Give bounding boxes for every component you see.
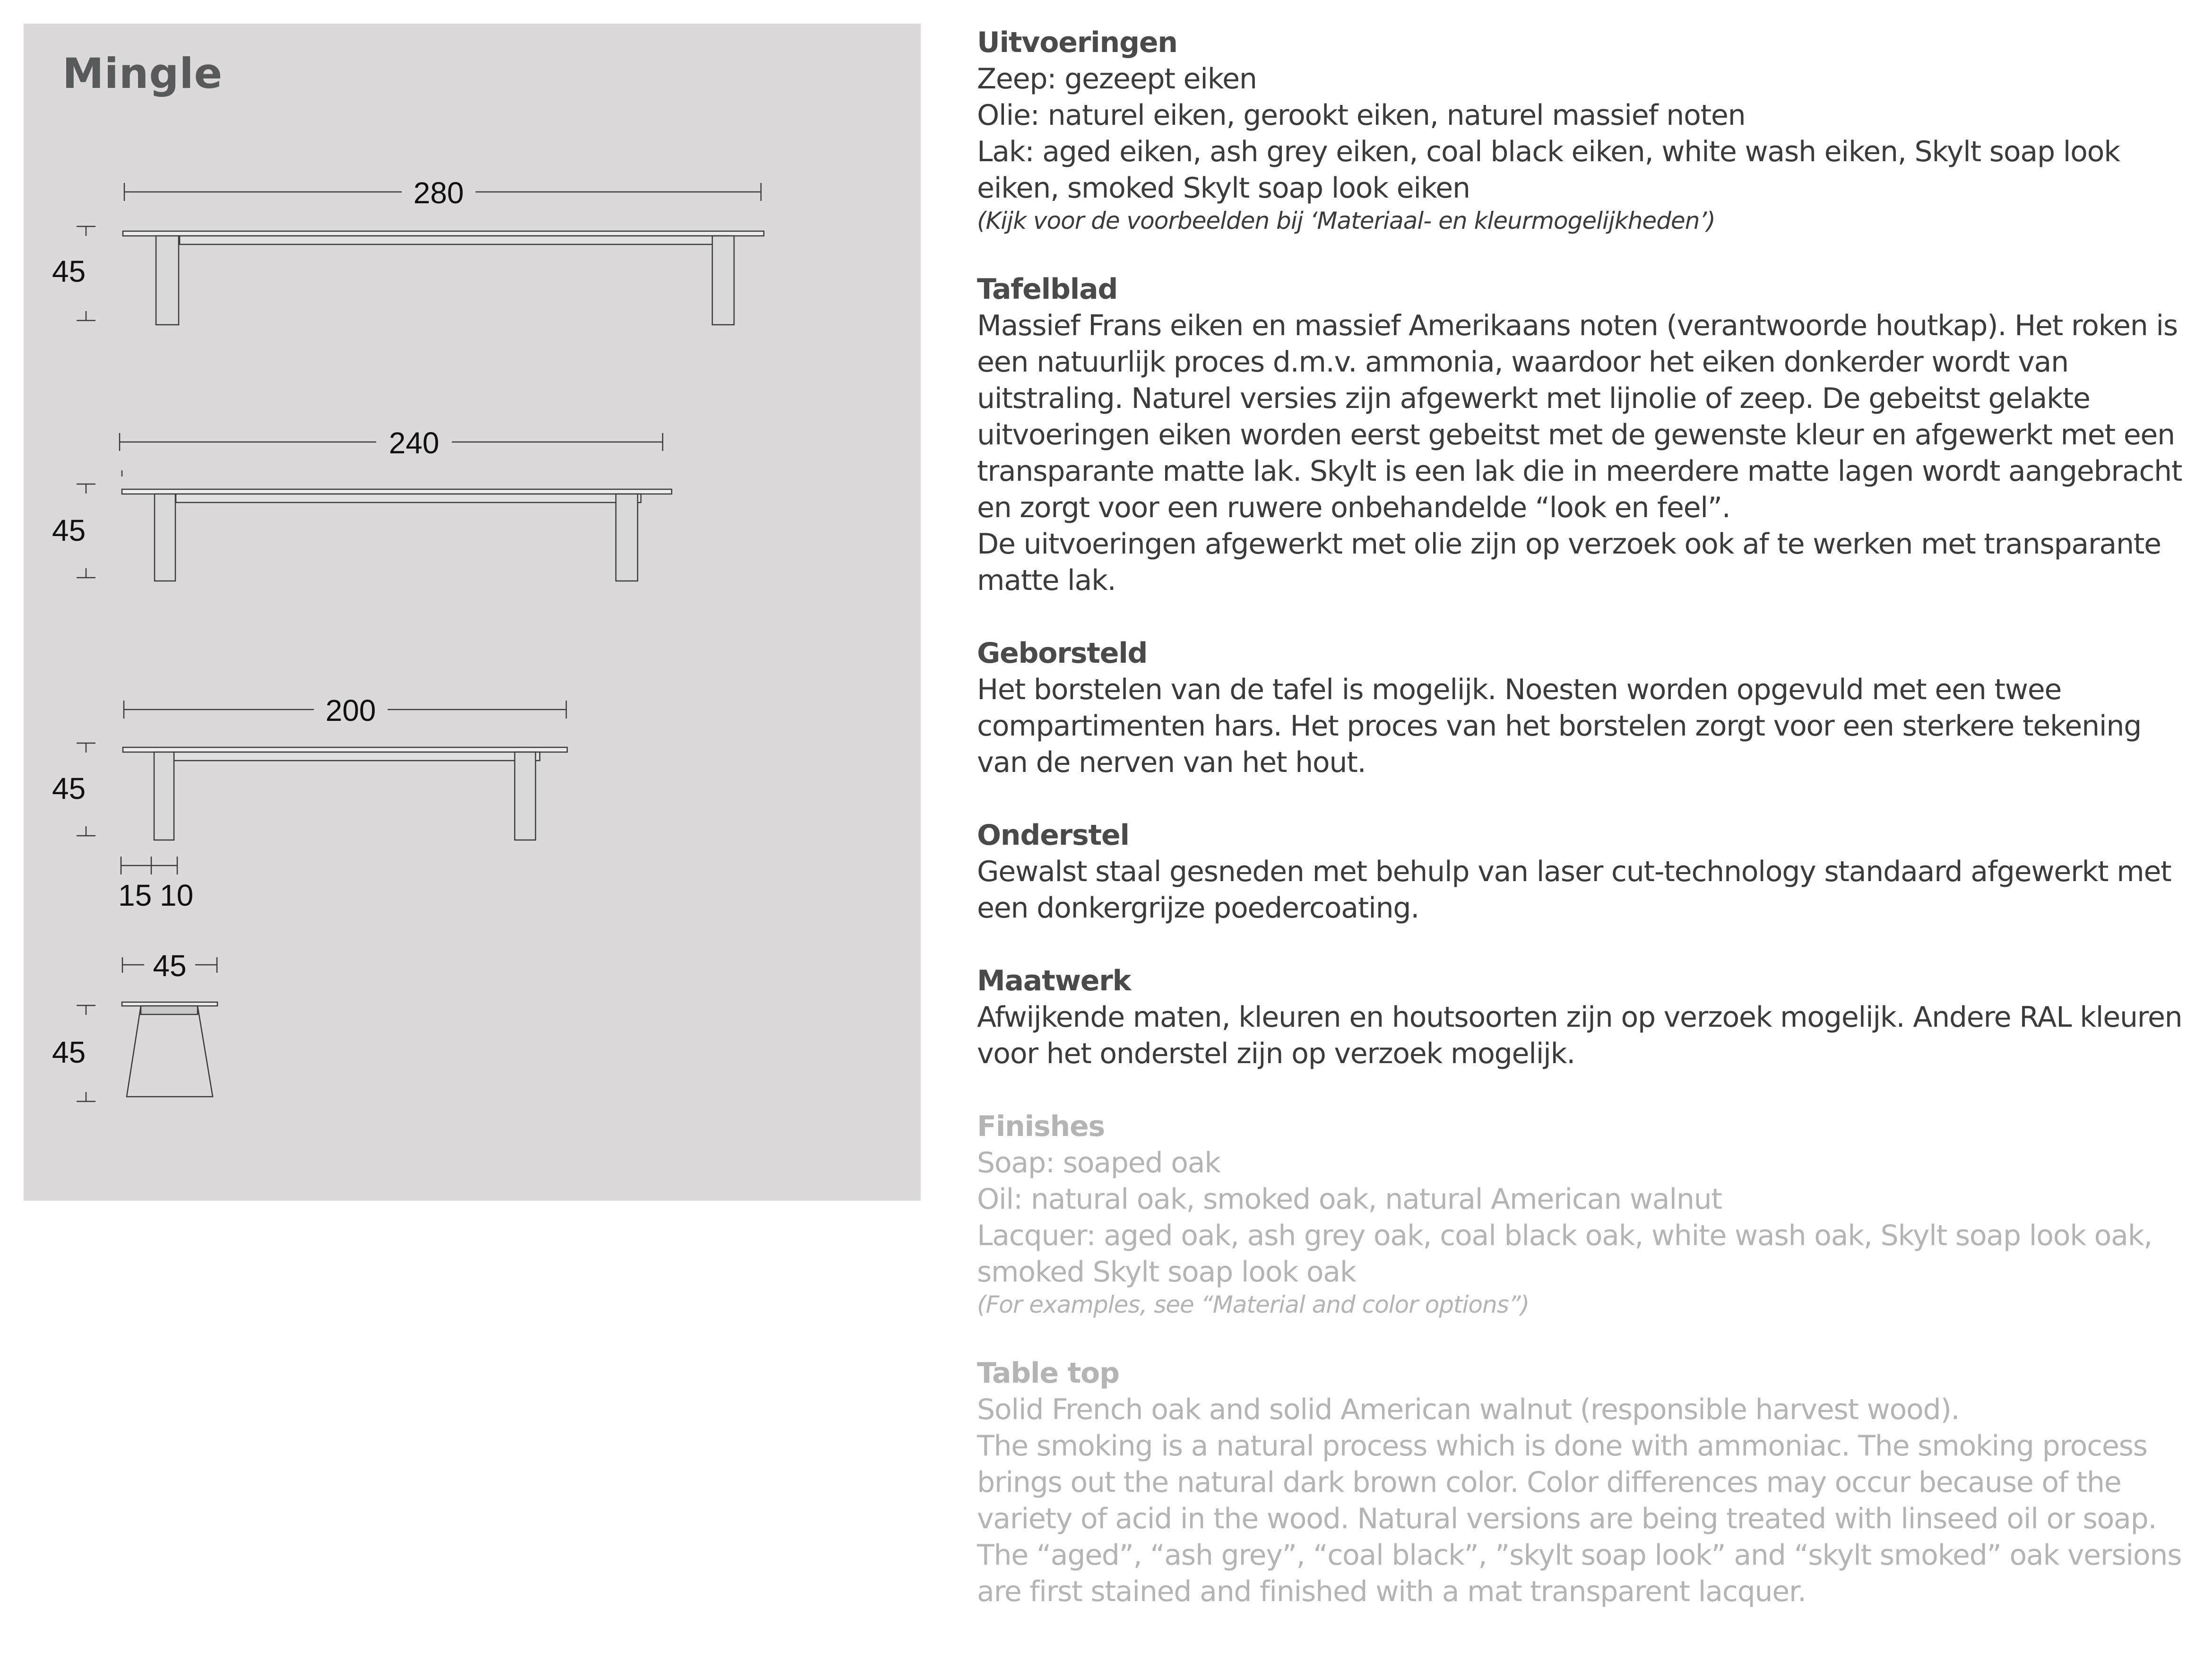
section-tabletop-en	[977, 1355, 2185, 1610]
height-label: 45	[52, 254, 86, 288]
table-200-drawing	[77, 701, 567, 875]
table-240-drawing	[77, 433, 672, 581]
section-base-nl	[977, 817, 2185, 927]
technical-drawing	[24, 24, 921, 1201]
section-heading: Geborsteld	[977, 637, 1148, 670]
body-text: Massief Frans eiken en massief Amerikaans noten (verantwoorde houtkap). Het roken is een natuurlijk proces d.m.v. ammonia, waardoor het eiken donkerder wordt van uitstraling. Naturel versies zijn afgewerkt met lijnolie of zeep. De gebeitst gelakte uitvoeringen eiken worden eerst gebeitst met de gewenste kleur en afgewerkt met een transparante matte lak. Skylt is een lak die in meerdere matte lagen wordt aangebracht en zorgt voor een ruwere onbehandelde “look en feel”.	[977, 309, 2182, 524]
body-text: Olie: naturel eiken, gerookt eiken, naturel massief noten	[977, 99, 1746, 132]
section-heading: Maatwerk	[977, 964, 1131, 997]
section-heading: Finishes	[977, 1110, 1105, 1143]
body-text: Oil: natural oak, smoked oak, natural American walnut	[977, 1183, 1722, 1216]
body-text: Het borstelen van de tafel is mogelijk. Noesten worden opgevuld met een twee compartimenten hars. Het proces van het borstelen zorgt voor een sterkere tekening van de nerven van het hout.	[977, 673, 2142, 779]
height-label: 45	[52, 1035, 86, 1069]
section-finishes-nl	[977, 25, 2185, 235]
body-text: Gewalst staal gesneden met behulp van laser cut-technology standaard afgewerkt met een donkergrijze poedercoating.	[977, 855, 2171, 925]
section-heading: Table top	[977, 1357, 1119, 1390]
body-text: Afwijkende maten, kleuren en houtsoorten zijn op verzoek mogelijk. Andere RAL kleuren voor het onderstel zijn op verzoek mogelijk.	[977, 1001, 2182, 1070]
note-text: (For examples, see “Material and color options”)	[977, 1291, 1530, 1318]
foot-offset-label: 15	[118, 878, 152, 912]
body-text: Lak: aged eiken, ash grey eiken, coal black eiken, white wash eiken, Skylt soap look eiken, smoked Skylt soap look eiken	[977, 135, 2120, 205]
section-heading: Onderstel	[977, 819, 1129, 852]
section-custom-nl	[977, 963, 2185, 1072]
length-200-label: 200	[325, 693, 376, 727]
height-label: 45	[52, 513, 86, 547]
length-280-label: 280	[413, 176, 464, 210]
body-text: The smoking is a natural process which is done with ammoniac. The smoking process brings out the natural dark brown color. Color differences may occur because of the variety of acid in the wood. Natural versions are being treated with linseed oil or soap. The “aged”, “ash grey”, “coal black”, ”skylt soap look” and “skylt smoked” oak versions are first stained and finished with a mat transparent lacquer.	[977, 1429, 2182, 1608]
body-text: Soap: soaped oak	[977, 1146, 1220, 1179]
body-text: Zeep: gezeept eiken	[977, 62, 1257, 95]
section-tabletop-nl	[977, 271, 2185, 599]
body-text: Lacquer: aged oak, ash grey oak, coal black oak, white wash oak, Skylt soap look oak, smoked Skylt soap look oak	[977, 1219, 2152, 1289]
note-text: (Kijk voor de voorbeelden bij ‘Materiaal- en kleurmogelijkheden’)	[977, 207, 1715, 234]
foot-width-label: 10	[160, 878, 194, 912]
product-title: Mingle	[62, 49, 223, 98]
length-240-label: 240	[389, 426, 440, 460]
section-brushed-nl	[977, 635, 2185, 781]
side-view-drawing	[77, 957, 217, 1101]
body-text: Solid French oak and solid American walnut (responsible harvest wood).	[977, 1393, 1960, 1426]
height-label: 45	[52, 771, 86, 805]
description-column	[977, 25, 2185, 1646]
body-text: De uitvoeringen afgewerkt met olie zijn op verzoek ook af te werken met transparante matte lak.	[977, 528, 2161, 597]
section-heading: Uitvoeringen	[977, 26, 1177, 59]
drawing-panel	[24, 24, 921, 1201]
depth-label: 45	[153, 949, 187, 983]
section-heading: Tafelblad	[977, 273, 1118, 306]
section-finishes-en	[977, 1108, 2185, 1319]
